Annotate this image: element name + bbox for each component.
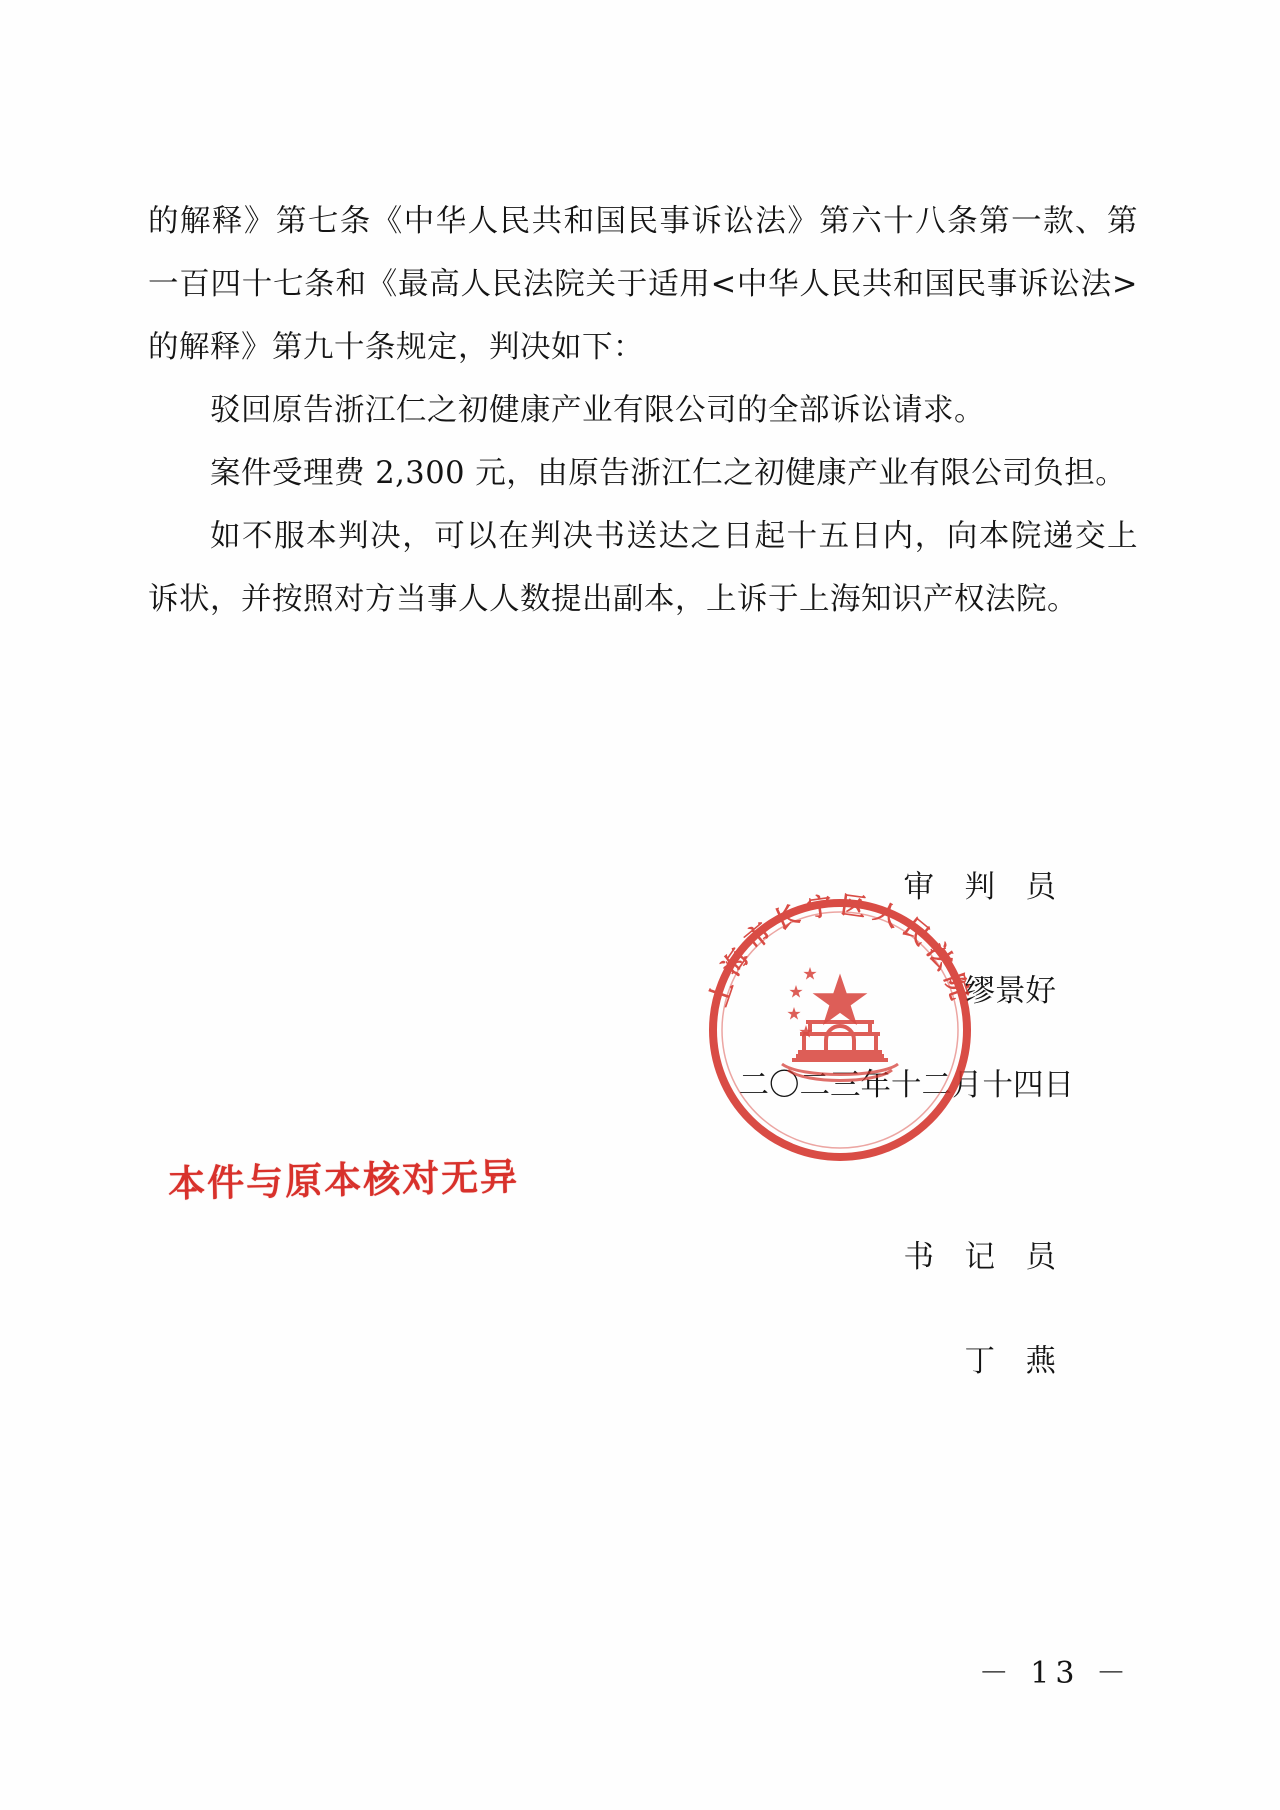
clerk-name: 丁 燕 [964, 1344, 1056, 1379]
judge-name: 缪景好 [964, 974, 1056, 1009]
clerk-title: 书 记 员 [903, 1240, 1056, 1275]
paragraph-appeal-notice: 如不服本判决，可以在判决书送达之日起十五日内，向本院递交上诉状，并按照对方当事人人数提出副本，上诉于上海知识产权法院。 [148, 519, 1138, 617]
page-number: － 13 － [978, 1656, 1132, 1691]
paragraph-ruling-fees: 案件受理费 2,300 元，由原告浙江仁之初健康产业有限公司负担。 [210, 456, 1127, 491]
verification-stamp: 本件与原本核对无异 [167, 1155, 520, 1206]
document-body [148, 190, 1138, 631]
judge-title: 审 判 员 [903, 870, 1056, 905]
paragraph-legal-basis: 的解释》第七条《中华人民共和国民事诉讼法》第六十八条第一款、第一百四十七条和《最高人民法院关于适用<中华人民共和国民事诉讼法>的解释》第九十条规定，判决如下： [148, 204, 1138, 365]
clerk-signature-line [148, 1180, 1138, 1440]
paragraph-ruling-dismissal: 驳回原告浙江仁之初健康产业有限公司的全部诉讼请求。 [210, 393, 985, 428]
judge-signature-line [148, 810, 1138, 1070]
judgment-date: 二〇二三年十二月十四日 [738, 1068, 1074, 1103]
seal-text: 上海市长宁区人民法院 [703, 890, 977, 1010]
